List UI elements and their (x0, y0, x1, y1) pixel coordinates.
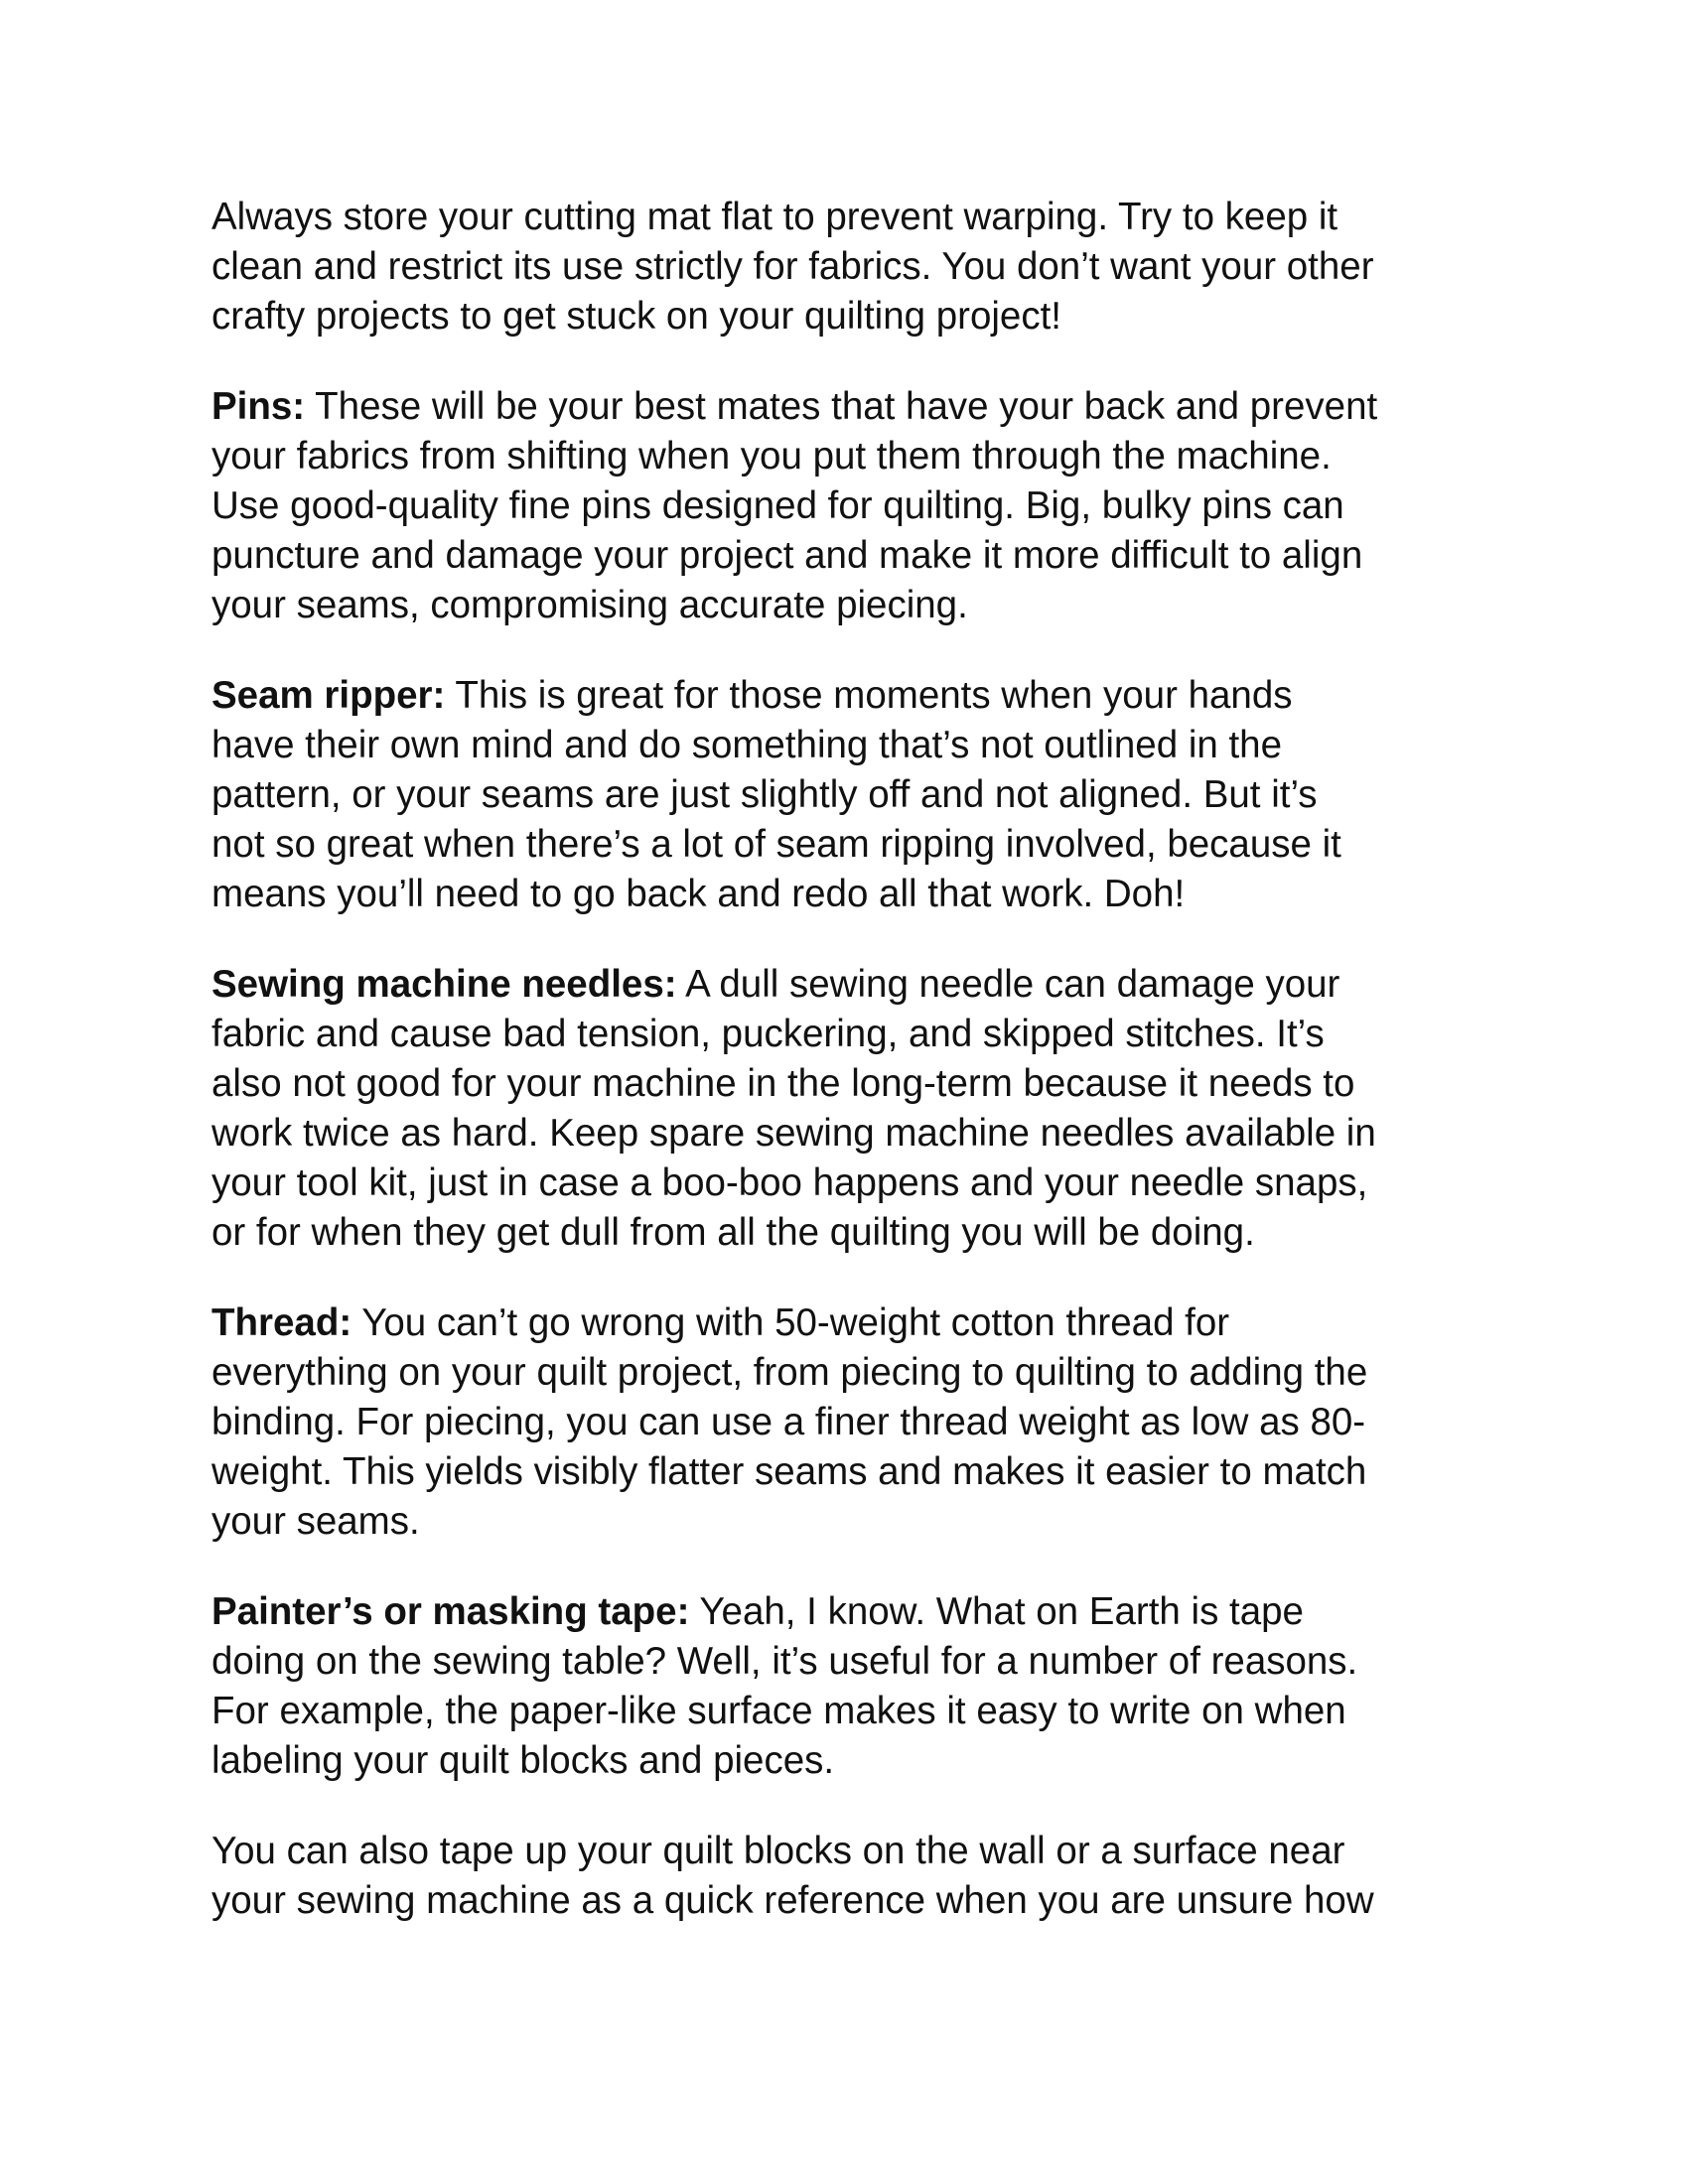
paragraph-line: doing on the sewing table? Well, it’s useful for a number of reasons. (211, 1640, 1358, 1683)
term-label: Seam ripper: (211, 674, 446, 717)
paragraph-line: work twice as hard. Keep spare sewing machine needles available in (211, 1112, 1376, 1155)
paragraph-line: For example, the paper-like surface makes it easy to write on when (211, 1690, 1346, 1732)
paragraph-line: or for when they get dull from all the quilting you will be doing. (211, 1211, 1255, 1254)
paragraph-line: These will be your best mates that have your back and prevent (305, 385, 1378, 428)
paragraph-line: your seams, compromising accurate piecing. (211, 584, 968, 626)
term-label: Pins: (211, 385, 306, 428)
term-label: Thread: (211, 1301, 352, 1344)
paragraph-sewing-machine-needles (211, 960, 1492, 1258)
paragraph-line: crafty projects to get stuck on your quilting project! (211, 295, 1061, 338)
paragraph-line: have their own mind and do something that’s not outlined in the (211, 724, 1282, 766)
paragraph-cutting-mat (211, 193, 1492, 341)
paragraph-line: weight. This yields visibly flatter seams and makes it easier to match (211, 1450, 1367, 1493)
paragraph-line: You can’t go wrong with 50-weight cotton thread for (352, 1301, 1230, 1344)
paragraph-line: your seams. (211, 1500, 420, 1543)
paragraph-pins (211, 382, 1492, 630)
term-label: Painter’s or masking tape: (211, 1590, 690, 1633)
paragraph-line: pattern, or your seams are just slightly off and not aligned. But it’s (211, 773, 1318, 816)
paragraph-line: also not good for your machine in the long-term because it needs to (211, 1062, 1355, 1105)
paragraph-thread (211, 1298, 1492, 1547)
paragraph-line: binding. For piecing, you can use a finer thread weight as low as 80- (211, 1401, 1366, 1443)
paragraph-line: your fabrics from shifting when you put them through the machine. (211, 435, 1332, 478)
paragraph-line: A dull sewing needle can damage your (676, 963, 1340, 1006)
paragraph-painters-tape (211, 1587, 1492, 1786)
paragraph-line: You can also tape up your quilt blocks on the wall or a surface near (211, 1830, 1345, 1872)
paragraph-line: Always store your cutting mat flat to prevent warping. Try to keep it (211, 196, 1338, 238)
paragraph-tape-quilt-blocks (211, 1827, 1492, 1926)
paragraph-line: fabric and cause bad tension, puckering, and skipped stitches. It’s (211, 1013, 1325, 1055)
paragraph-line: puncture and damage your project and make it more difficult to align (211, 534, 1363, 577)
paragraph-line: This is great for those moments when your hands (445, 674, 1293, 717)
paragraph-line: clean and restrict its use strictly for fabrics. You don’t want your other (211, 245, 1374, 288)
term-label: Sewing machine needles: (211, 963, 677, 1006)
paragraph-line: means you’ll need to go back and redo all that work. Doh! (211, 873, 1186, 915)
paragraph-line: everything on your quilt project, from piecing to quilting to adding the (211, 1351, 1368, 1394)
paragraph-seam-ripper (211, 671, 1492, 919)
paragraph-line: labeling your quilt blocks and pieces. (211, 1739, 835, 1782)
document-body (211, 193, 1492, 1967)
paragraph-line: your tool kit, just in case a boo-boo happens and your needle snaps, (211, 1161, 1368, 1204)
paragraph-line: Use good-quality fine pins designed for quilting. Big, bulky pins can (211, 484, 1344, 527)
paragraph-line: Yeah, I know. What on Earth is tape (689, 1590, 1304, 1633)
paragraph-line: not so great when there’s a lot of seam ripping involved, because it (211, 823, 1341, 866)
paragraph-line: your sewing machine as a quick reference when you are unsure how (211, 1879, 1374, 1922)
